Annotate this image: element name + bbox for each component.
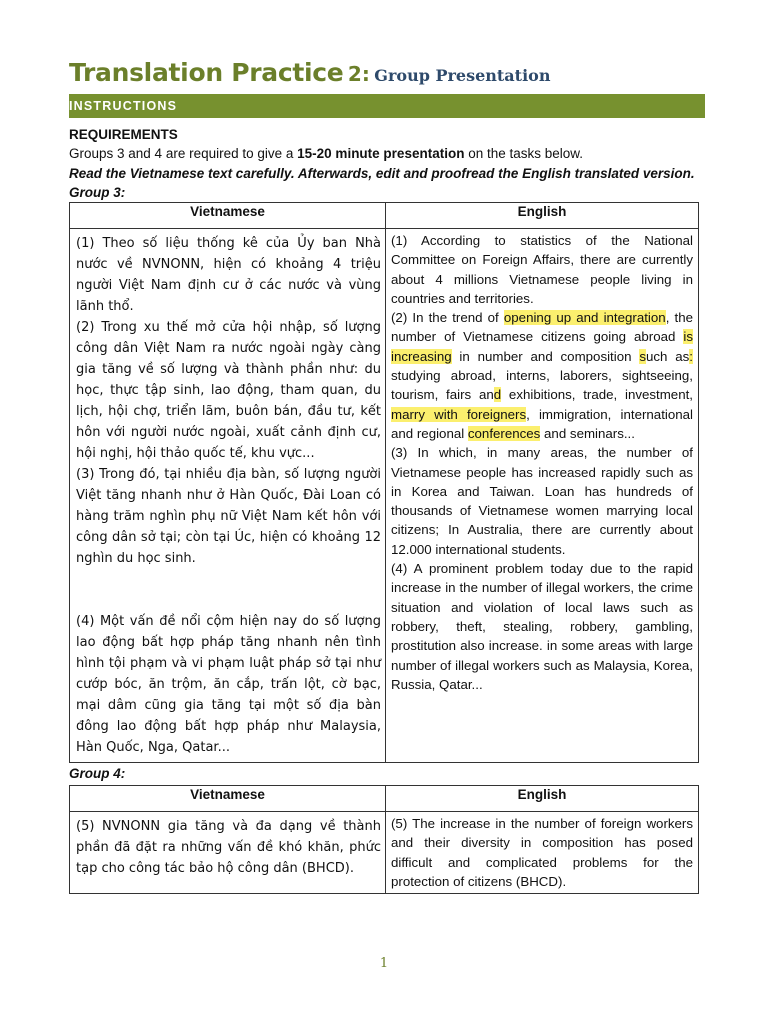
- en-paragraph-5: (5) The increase in the number of foreign workers and their diversity in composition has posed difficult and complicated problems for the protection of citizens (BHCD).: [391, 816, 693, 889]
- page-number: 1: [379, 956, 389, 971]
- en-paragraph-3: (3) In which, in many areas, the number of Vietnamese people has increased rapidly such as in Korea and Taiwan. Loan has hundreds of thousands of Vietnamese women marrying local citizens; In Australia, there are currently about 12.000 international students.: [391, 445, 693, 557]
- highlight: s: [639, 348, 646, 364]
- en-paragraph-2: [391, 308, 693, 443]
- en2-text: uch as: [645, 348, 690, 364]
- en2-text: and seminars...: [540, 425, 635, 441]
- vi-paragraph-1: (1) Theo số liệu thống kê của Ủy ban Nhà nước về NVNONN, hiện có khoảng 4 triệu người Việt Nam định cư ở các nước và vùng lãnh thổ.: [76, 236, 381, 314]
- highlight: is increasing: [391, 329, 693, 364]
- table-header-row: [70, 203, 699, 229]
- en2-text: exhibitions, trade, investment,: [501, 387, 693, 403]
- title-main: Translation Practice: [69, 58, 344, 87]
- req-line-post: on the tasks below.: [464, 146, 584, 161]
- vi-paragraph-3: (3) Trong đó, tại nhiều địa bàn, số lượng người Việt tăng nhanh như ở Hàn Quốc, Đài Loan có hàng trăm nghìn phụ nữ Việt Nam kết hôn với công dân sở tại; còn tại Úc, hiện có khoảng 12 nghìn du học sinh.: [76, 467, 381, 566]
- table-header-row: [70, 786, 699, 812]
- document-page: [69, 58, 705, 894]
- highlight: opening up and integration: [503, 310, 666, 326]
- table-row: [70, 229, 699, 763]
- req-line-bold: 15-20 minute presentation: [297, 146, 465, 161]
- title-subtitle: Group Presentation: [374, 66, 551, 85]
- en2-text: , the number of Vietnamese citizens going abroad: [391, 310, 693, 345]
- column-header-english: English: [386, 203, 699, 229]
- vi-paragraph-2: (2) Trong xu thế mở cửa hội nhập, số lượng công dân Việt Nam ra nước ngoài ngày càng gia tăng về số lượng và thành phần như: du học, thực tập sinh, lao động, tham quan, du lịch, hội chợ, triển lãm, buôn bán, đầu tư, kết hôn với người nước ngoài, xuất cảnh định cư, hội nghị, hội thảo quốc tế, khu vực...: [76, 320, 381, 461]
- column-header-vietnamese: Vietnamese: [70, 203, 386, 229]
- req-line-pre: Groups 3 and 4 are required to give a: [69, 146, 298, 161]
- requirements-line: [69, 144, 705, 164]
- en2-text: (2) In the trend of: [391, 310, 504, 326]
- group4-label: Group 4:: [69, 766, 126, 781]
- highlight: conferences: [467, 425, 541, 441]
- vietnamese-cell: [70, 229, 386, 763]
- banner-label: INSTRUCTIONS: [69, 99, 178, 113]
- title-number: 2:: [347, 62, 370, 86]
- page-title: [69, 58, 705, 94]
- instruction-text: Read the Vietnamese text carefully. Afterwards, edit and proofread the English translated version.: [69, 166, 695, 181]
- group4-table: [69, 785, 699, 894]
- en-paragraph-4: (4) A prominent problem today due to the rapid increase in the number of illegal workers, the crime situation and violation of local laws such as robbery, theft, stealing, robbery, gambling, prostitution also increase. in some areas with large number of illegal workers such as Malaysia, Korea, Russia, Qatar...: [391, 561, 693, 692]
- vi-paragraph-4: (4) Một vấn đề nổi cộm hiện nay do số lượng lao động bất hợp pháp tăng nhanh nên tình hình tội phạm và vi phạm luật pháp sở tại như cướp bóc, ăn trộm, ăn cắp, trấn lột, cờ bạc, mại dâm cũng gia tăng tại một số địa bàn đông lao động bất hợp pháp như Malaysia, Hàn Quốc, Nga, Qatar...: [76, 614, 381, 755]
- group3-table: [69, 202, 699, 763]
- requirements-heading: REQUIREMENTS: [69, 127, 178, 142]
- highlight: :: [689, 348, 693, 364]
- highlight: d: [493, 387, 502, 403]
- english-cell: [386, 229, 699, 763]
- en2-text: in number and composition: [451, 348, 640, 364]
- instructions-banner: [69, 94, 705, 118]
- english-cell: [386, 812, 699, 894]
- vietnamese-cell: [70, 812, 386, 894]
- highlight: marry with foreigners: [391, 406, 527, 422]
- table-row: [70, 812, 699, 894]
- vi-paragraph-5: (5) NVNONN gia tăng và đa dạng về thành phần đã đặt ra những vấn đề khó khăn, phức tạp cho công tác bảo hộ công dân (BHCD).: [76, 819, 381, 876]
- en2-text: , immigration, international and regional: [391, 406, 693, 441]
- en2-text: studying abroad, interns, laborers, sightseeing, tourism, fairs an: [391, 368, 693, 403]
- group3-label: Group 3:: [69, 185, 126, 200]
- en-paragraph-1: (1) According to statistics of the National Committee on Foreign Affairs, there are currently about 4 millions Vietnamese people living in countries and territories.: [391, 233, 693, 306]
- column-header-english: English: [386, 786, 699, 812]
- column-header-vietnamese: Vietnamese: [70, 786, 386, 812]
